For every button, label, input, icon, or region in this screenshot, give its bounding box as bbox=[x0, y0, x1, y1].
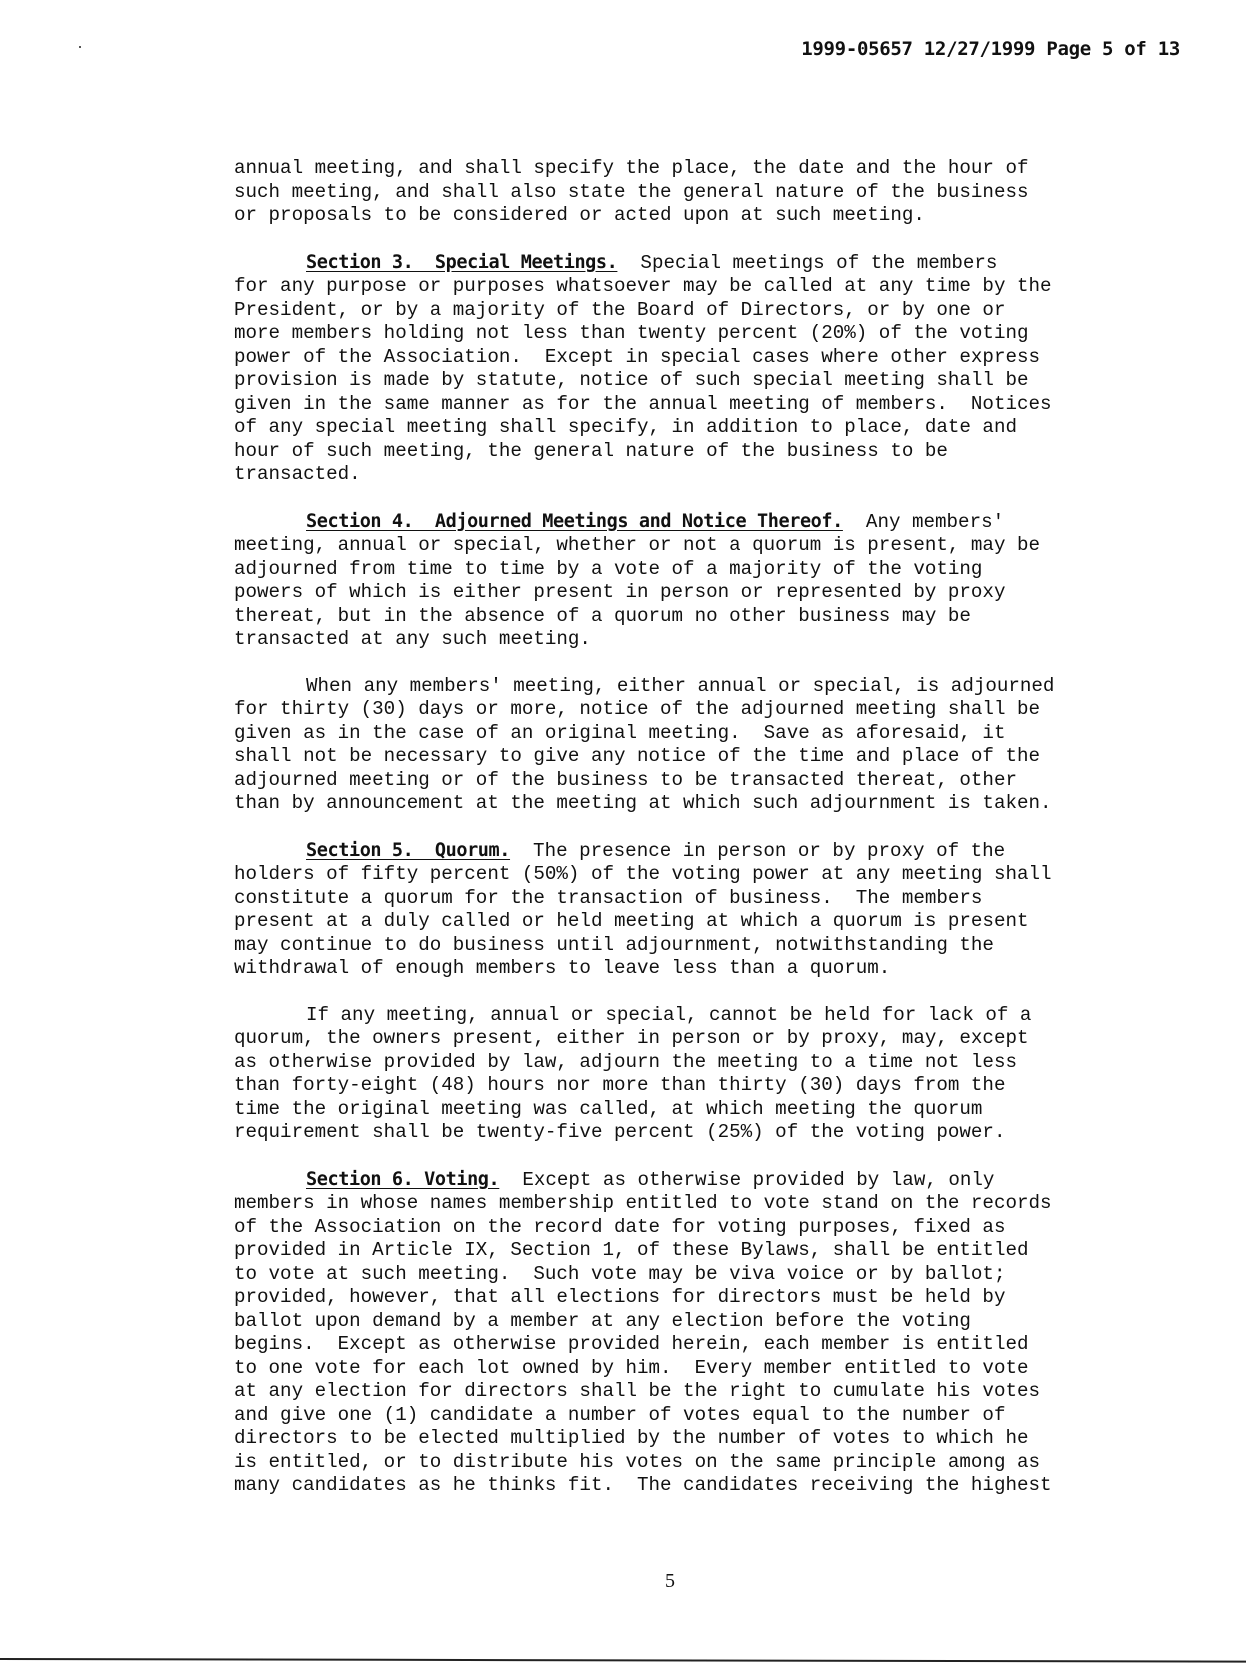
text-line: many candidates as he thinks fit. The candidates receiving the highest bbox=[234, 1474, 1052, 1496]
text-line: shall not be necessary to give any notice of the time and place of the bbox=[234, 745, 1041, 767]
section-heading: Section 3. Special Meetings. bbox=[306, 251, 618, 273]
text-line: time the original meeting was called, at which meeting the quorum bbox=[234, 1097, 983, 1120]
text-line: present at a duly called or held meeting at which a quorum is present bbox=[234, 910, 1029, 932]
section-heading: Section 4. Adjourned Meetings and Notice Thereof. bbox=[306, 510, 843, 532]
text-line: adjourned from time to time by a vote of a majority of the voting bbox=[234, 557, 983, 580]
text-line: and give one (1) candidate a number of votes equal to the number of bbox=[234, 1403, 1006, 1426]
text-line: may continue to do business until adjournment, notwithstanding the bbox=[234, 933, 994, 956]
text-line-tail: Any members' bbox=[842, 510, 1005, 533]
section-heading: Section 6. Voting. bbox=[306, 1168, 500, 1190]
document-reference-header: 1999-05657 12/27/1999 Page 5 of 13 bbox=[801, 38, 1180, 60]
text-line: holders of fifty percent (50%) of the voting power at any meeting shall bbox=[234, 863, 1052, 885]
text-line: requirement shall be twenty-five percent (25%) of the voting power. bbox=[234, 1121, 1006, 1143]
paragraph-section-4 bbox=[234, 510, 1134, 652]
text-line: provided, however, that all elections for directors must be held by bbox=[234, 1286, 1006, 1308]
text-line: annual meeting, and shall specify the place, the date and the hour of bbox=[234, 157, 1029, 179]
text-line: than forty-eight (48) hours nor more than thirty (30) days from the bbox=[234, 1074, 1006, 1096]
text-line: for any purpose or purposes whatsoever may be called at any time by the bbox=[234, 275, 1052, 297]
text-line: constitute a quorum for the transaction of business. The members bbox=[234, 886, 983, 909]
text-line: meeting, annual or special, whether or not a quorum is present, may be bbox=[234, 534, 1041, 556]
paragraph-continuation bbox=[234, 157, 1134, 228]
text-line: such meeting, and shall also state the general nature of the business bbox=[234, 180, 1029, 203]
text-line: is entitled, or to distribute his votes on the same principle among as bbox=[234, 1450, 1041, 1473]
text-line: President, or by a majority of the Board of Directors, or by one or bbox=[234, 298, 1006, 321]
text-line bbox=[234, 1168, 1134, 1193]
text-line: begins. Except as otherwise provided herein, each member is entitled bbox=[234, 1333, 1029, 1355]
text-line: powers of which is either present in person or represented by proxy bbox=[234, 581, 1006, 603]
text-line-tail: Special meetings of the members bbox=[617, 251, 998, 274]
text-line: or proposals to be considered or acted upon at such meeting. bbox=[234, 204, 925, 226]
text-line: than by announcement at the meeting at which such adjournment is taken. bbox=[234, 792, 1052, 814]
text-line bbox=[234, 251, 1134, 276]
text-line: given in the same manner as for the annual meeting of members. Notices bbox=[234, 392, 1052, 415]
scan-speck bbox=[79, 46, 81, 48]
text-line: to vote at such meeting. Such vote may be viva voice or by ballot; bbox=[234, 1262, 1006, 1285]
text-line: adjourned meeting or of the business to be transacted thereat, other bbox=[234, 768, 1017, 791]
text-line-tail: The presence in person or by proxy of the bbox=[510, 839, 1006, 862]
text-line: If any meeting, annual or special, cannot be held for lack of a bbox=[306, 1003, 1032, 1026]
text-line: to one vote for each lot owned by him. Every member entitled to vote bbox=[234, 1356, 1029, 1379]
paragraph-adjournment-notice bbox=[234, 675, 1134, 816]
text-line: transacted. bbox=[234, 463, 361, 485]
text-line: members in whose names membership entitled to vote stand on the records bbox=[234, 1192, 1052, 1214]
text-line: more members holding not less than twenty percent (20%) of the voting bbox=[234, 322, 1029, 344]
document-body bbox=[234, 157, 1134, 1521]
text-line: hour of such meeting, the general nature of the business to be bbox=[234, 439, 948, 462]
text-line-tail: Except as otherwise provided by law, only bbox=[499, 1168, 995, 1191]
paragraph-section-5 bbox=[234, 839, 1134, 981]
text-line: at any election for directors shall be the right to cumulate his votes bbox=[234, 1380, 1041, 1402]
text-line: of the Association on the record date for voting purposes, fixed as bbox=[234, 1215, 1006, 1238]
paragraph-quorum-lack bbox=[234, 1004, 1134, 1145]
scan-edge-rule bbox=[0, 1658, 1246, 1663]
text-line: thereat, but in the absence of a quorum no other business may be bbox=[234, 604, 971, 627]
text-line: transacted at any such meeting. bbox=[234, 628, 591, 650]
text-line bbox=[234, 510, 1134, 535]
text-line: ballot upon demand by a member at any election before the voting bbox=[234, 1309, 971, 1332]
page-number: 5 bbox=[665, 1570, 675, 1592]
text-line: When any members' meeting, either annual or special, is adjourned bbox=[306, 674, 1055, 697]
text-line: provided in Article IX, Section 1, of these Bylaws, shall be entitled bbox=[234, 1239, 1029, 1261]
text-line: quorum, the owners present, either in person or by proxy, may, except bbox=[234, 1027, 1029, 1049]
paragraph-section-3 bbox=[234, 251, 1134, 487]
section-heading: Section 5. Quorum. bbox=[306, 839, 511, 861]
text-line: power of the Association. Except in special cases where other express bbox=[234, 345, 1041, 368]
text-line: for thirty (30) days or more, notice of the adjourned meeting shall be bbox=[234, 698, 1041, 720]
text-line: of any special meeting shall specify, in addition to place, date and bbox=[234, 416, 1017, 438]
text-line: as otherwise provided by law, adjourn the meeting to a time not less bbox=[234, 1050, 1017, 1073]
text-line: provision is made by statute, notice of such special meeting shall be bbox=[234, 369, 1029, 391]
text-line: given as in the case of an original meeting. Save as aforesaid, it bbox=[234, 721, 1006, 744]
text-line: withdrawal of enough members to leave less than a quorum. bbox=[234, 957, 891, 979]
paragraph-section-6 bbox=[234, 1168, 1134, 1498]
text-line: directors to be elected multiplied by the number of votes to which he bbox=[234, 1427, 1029, 1449]
text-line bbox=[234, 839, 1134, 864]
